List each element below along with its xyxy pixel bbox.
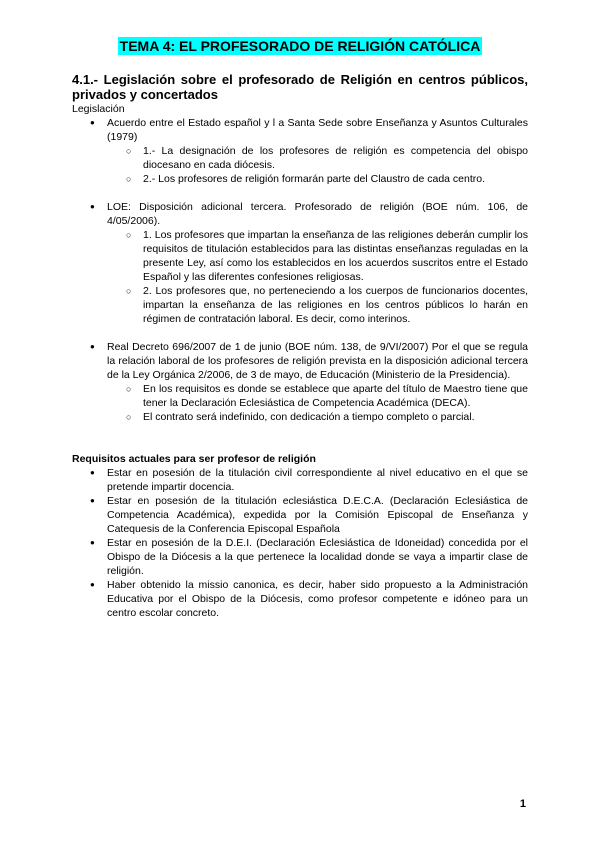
section-heading: 4.1.- Legislación sobre el profesorado de Religión en centros públicos, privados y concertados [72, 72, 528, 102]
spacer [72, 424, 528, 438]
subheading: Legislación [72, 103, 125, 115]
list-item: ● Estar en posesión de la D.E.I. (Declaración Eclesiástica de Idoneidad) concedida por el Obispo de la Diócesis a la que pertenece la localidad donde se vaya a impartir clase de religión. [72, 536, 528, 578]
page-title-wrapper [0, 38, 600, 56]
requirements-heading: Requisitos actuales para ser profesor de religión [72, 453, 316, 465]
sub-list-item: ○ 1.- La designación de los profesores de religión es competencia del obispo diocesano en cada diócesis. [72, 144, 528, 172]
sub-list-item: ○ 2.- Los profesores de religión formarán parte del Claustro de cada centro. [72, 172, 528, 186]
requirements-list [72, 466, 528, 620]
list-item: ● Estar en posesión de la titulación eclesiástica D.E.C.A. (Declaración Eclesiástica de Competencia Académica), expedida por la Comisión Episcopal de Enseñanza y Catequesis de la Conferencia Episcopal Española [72, 494, 528, 536]
sub-list-item: ○ En los requisitos es donde se establece que aparte del título de Maestro tiene que tener la Declaración Eclesiástica de Competencia Académica (DECA). [72, 382, 528, 410]
legislation-list [72, 200, 528, 326]
legislation-list [72, 340, 528, 424]
spacer [72, 186, 528, 200]
legislation-list [72, 116, 528, 186]
list-item: ● Acuerdo entre el Estado español y l a Santa Sede sobre Enseñanza y Asuntos Culturales (1979) [72, 116, 528, 144]
sub-list-item: ○ 2. Los profesores que, no perteneciendo a los cuerpos de funcionarios docentes, impartan la enseñanza de las religiones en los centros públicos lo harán en régimen de contratación laboral. Es decir, como interinos. [72, 284, 528, 326]
document-body [72, 72, 528, 620]
list-item: ● Real Decreto 696/2007 de 1 de junio (BOE núm. 138, de 9/VI/2007) Por el que se regula la relación laboral de los profesores de religión prevista en la disposición adicional tercera de la Ley Orgánica 2/2006, de 3 de mayo, de Educación (Ministerio de la Presidencia). [72, 340, 528, 382]
list-item: ● Haber obtenido la missio canonica, es decir, haber sido propuesto a la Administración Educativa por el Obispo de la Diócesis, como profesor competente e idóneo para un centro escolar concreto. [72, 578, 528, 620]
list-item: ● LOE: Disposición adicional tercera. Profesorado de religión (BOE núm. 106, de 4/05/2006). [72, 200, 528, 228]
page-number: 1 [519, 798, 526, 810]
spacer [72, 326, 528, 340]
page-title: TEMA 4: EL PROFESORADO DE RELIGIÓN CATÓLICA [119, 38, 481, 54]
list-item: ● Estar en posesión de la titulación civil correspondiente al nivel educativo en el que se pretende impartir docencia. [72, 466, 528, 494]
spacer [72, 438, 528, 452]
sub-list-item: ○ El contrato será indefinido, con dedicación a tiempo completo o parcial. [72, 410, 528, 424]
sub-list-item: ○ 1. Los profesores que impartan la enseñanza de las religiones deberán cumplir los requisitos de titulación establecidos para las distintas enseñanzas reguladas en la presente Ley, así como los establecidos en los acuerdos suscritos entre el Estado Español y las diferentes confesiones religiosas. [72, 228, 528, 284]
